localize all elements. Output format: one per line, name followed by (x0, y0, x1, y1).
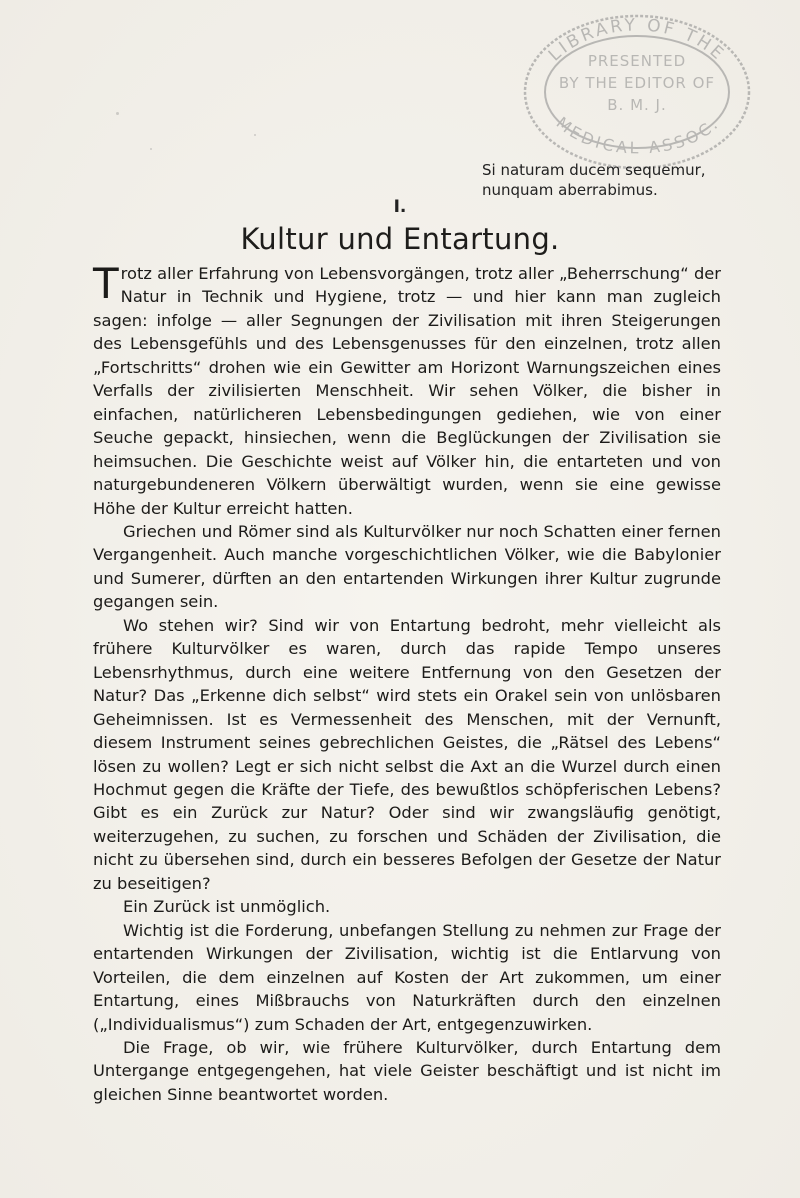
chapter-number: I. (393, 197, 407, 217)
drop-cap: T (93, 259, 119, 308)
library-stamp (508, 2, 766, 170)
paragraph-1-text: rotz aller Erfahrung von Lebensvorgängen, trotz aller „Beherrschung“ der Natur in Technik und Hygiene, trotz — und hier kann man zugleich sagen: infolge — aller Segnungen der Zivilisation mit ihren Steigerungen des Lebensgefühls und des Lebensgenusses für den einzelnen, trotz allen „Fortschritts“ drohen wie ein Gewitter am Horizont Warnungszeichen eines Verfalls der zivilisierten Menschheit. Wir sehen Völker, die bisher in einfachen, natürlicheren Lebensbedingungen gediehen, wie von einer Seuche gepackt, hinsiechen, wenn die Beglückungen der Zivilisation sie heimsuchen. Die Geschichte weist auf Völker hin, die entarteten und von naturgebundeneren Völkern überwältigt wurden, wenn sie eine gewisse Höhe der Kultur erreicht hatten. (93, 264, 721, 518)
paper-speck (254, 134, 256, 136)
paragraph-5: Wichtig ist die Forderung, unbefangen Stellung zu nehmen zur Frage der entartenden Wirkungen der Zivilisation, wichtig ist die Entlarvung von Vorteilen, die dem einzelnen auf Kosten der Art zukommen, um einer Entartung, eines Mißbrauchs von Naturkräften durch den einzelnen („Individualismus“) zum Schaden der Art, entgegenzuwirken. (93, 920, 721, 1034)
chapter-title: Kultur und Entartung. (240, 222, 560, 256)
stamp-line-3: B. M. J. (607, 96, 667, 114)
stamp-ring-top: LIBRARY OF THE (544, 15, 730, 66)
paper-speck (96, 1092, 98, 1094)
paragraph-3: Wo stehen wir? Sind wir von Entartung bedroht, mehr vielleicht als frühere Kulturvölker es waren, durch das rapide Tempo unseres Lebensrhythmus, durch eine weitere Entfernung von den Gesetzen der Natur? Das „Erkenne dich selbst“ wird stets ein Orakel sein von unlösbaren Geheimnissen. Ist es Vermessenheit des Menschen, mit der Vernunft, diesem Instrument seines gebrechlichen Geistes, die „Rätsel des Lebens“ lösen zu wollen? Legt er sich nicht selbst die Axt an die Wurzel durch einen Hochmut gegen die Kräfte der Tiefe, des bewußtlos schöpferischen Lebens? Gibt es ein Zurück zur Natur? Oder sind wir zwangsläufig genötigt, weiterzugehen, zu suchen, zu forschen und Schäden der Zivilisation, die nicht zu übersehen sind, durch ein besseres Befolgen der Gesetze der Natur zu beseitigen? (93, 615, 721, 893)
epigraph-line-1: Si naturam ducem sequemur, (482, 161, 706, 179)
paper-speck (116, 112, 119, 115)
chapter-body (93, 259, 721, 1106)
stamp-line-2: BY THE EDITOR OF (558, 74, 716, 92)
epigraph (482, 160, 762, 200)
paper-speck (150, 148, 152, 150)
stamp-ring-bottom: MEDICAL ASSOC. (552, 113, 724, 158)
paragraph-4: Ein Zurück ist unmöglich. (123, 897, 331, 917)
epigraph-line-2: nunquam aberrabimus. (482, 181, 658, 199)
stamp-center-text (508, 50, 766, 116)
paragraph-1 (93, 259, 721, 520)
stamp-line-1: PRESENTED (587, 52, 687, 70)
paragraph-2: Griechen und Römer sind als Kulturvölker nur noch Schatten einer fernen Vergangenheit. Auch manche vorgeschichtlichen Völker, wie die Babylonier und Sumerer, dürften an den entartenden Wirkungen ihrer Kultur zugrunde gegangen sein. (93, 521, 721, 612)
paragraph-6: Die Frage, ob wir, wie frühere Kulturvölker, durch Entartung dem Untergange entgegengehen, hat viele Geister beschäftigt und ist nicht im gleichen Sinne beantwortet worden. (93, 1037, 721, 1104)
